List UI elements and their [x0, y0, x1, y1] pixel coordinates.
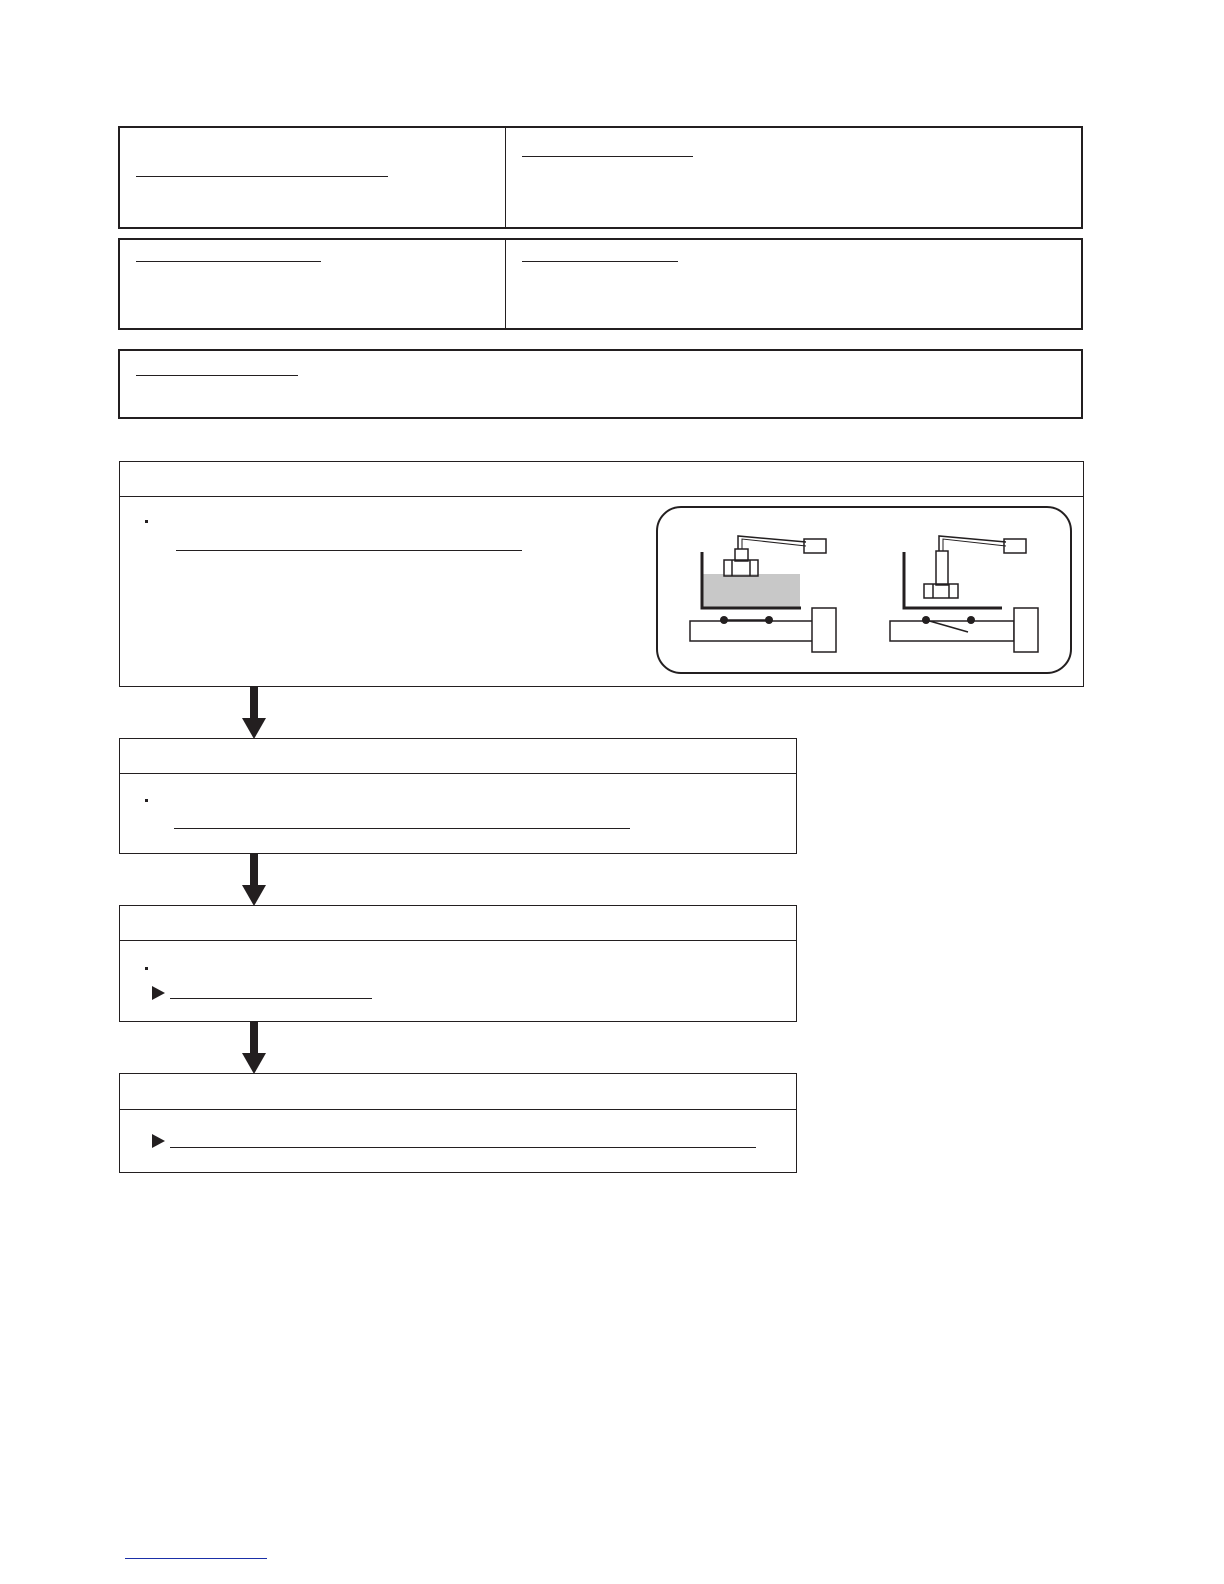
info-row-1 — [118, 126, 1083, 229]
step-2-bullet — [145, 799, 148, 802]
flow-arrow-1 — [242, 686, 266, 740]
connector-left — [804, 539, 826, 553]
step-1-bullet — [145, 520, 148, 523]
info-row-1-left-underline — [136, 176, 388, 177]
float-left — [724, 560, 758, 576]
info-row-2-left-underline — [136, 261, 321, 262]
flow-arrow-2 — [242, 853, 266, 907]
wire-right — [939, 536, 1006, 551]
step-3 — [119, 905, 797, 1022]
info-row-2-right-underline — [522, 261, 678, 262]
step-3-header-rule — [120, 940, 796, 941]
contact-right-b — [967, 616, 975, 624]
connector-right — [1004, 539, 1026, 553]
float-switch-empty-state — [890, 536, 1038, 652]
info-row-1-right-underline — [522, 156, 693, 157]
cap-right — [1014, 608, 1038, 652]
step-1-underline — [176, 550, 522, 551]
info-row-2 — [118, 238, 1083, 330]
info-row-3-underline — [136, 375, 298, 376]
info-row-2-divider — [505, 240, 506, 328]
info-row-1-divider — [505, 128, 506, 227]
step-1-header-rule — [120, 496, 1083, 497]
step-4 — [119, 1073, 797, 1173]
cap-left — [812, 608, 836, 652]
footer-link-underline — [125, 1558, 267, 1559]
float-switch-water-state — [690, 536, 836, 652]
step-2-header-rule — [120, 773, 796, 774]
step-3-underline — [170, 998, 372, 999]
housing-left — [690, 621, 814, 641]
footer-link[interactable] — [125, 1544, 267, 1560]
tank-right — [904, 552, 1002, 608]
float-right — [924, 584, 958, 598]
step-2-underline — [174, 828, 630, 829]
water-fill — [702, 574, 800, 608]
step-4-underline — [170, 1147, 756, 1148]
contact-lever-right — [926, 620, 968, 632]
step-3-result-arrow-icon — [152, 986, 165, 1000]
flow-arrow-3 — [242, 1021, 266, 1075]
step-2 — [119, 738, 797, 854]
step-3-bullet — [145, 967, 148, 970]
step-4-header-rule — [120, 1109, 796, 1110]
stem-right — [936, 551, 948, 585]
step-1 — [119, 461, 1084, 687]
stem-left — [735, 549, 748, 561]
info-row-3 — [118, 349, 1083, 419]
housing-right — [890, 621, 1014, 641]
float-switch-diagram — [656, 506, 1074, 676]
step-4-result-arrow-icon — [152, 1134, 165, 1148]
